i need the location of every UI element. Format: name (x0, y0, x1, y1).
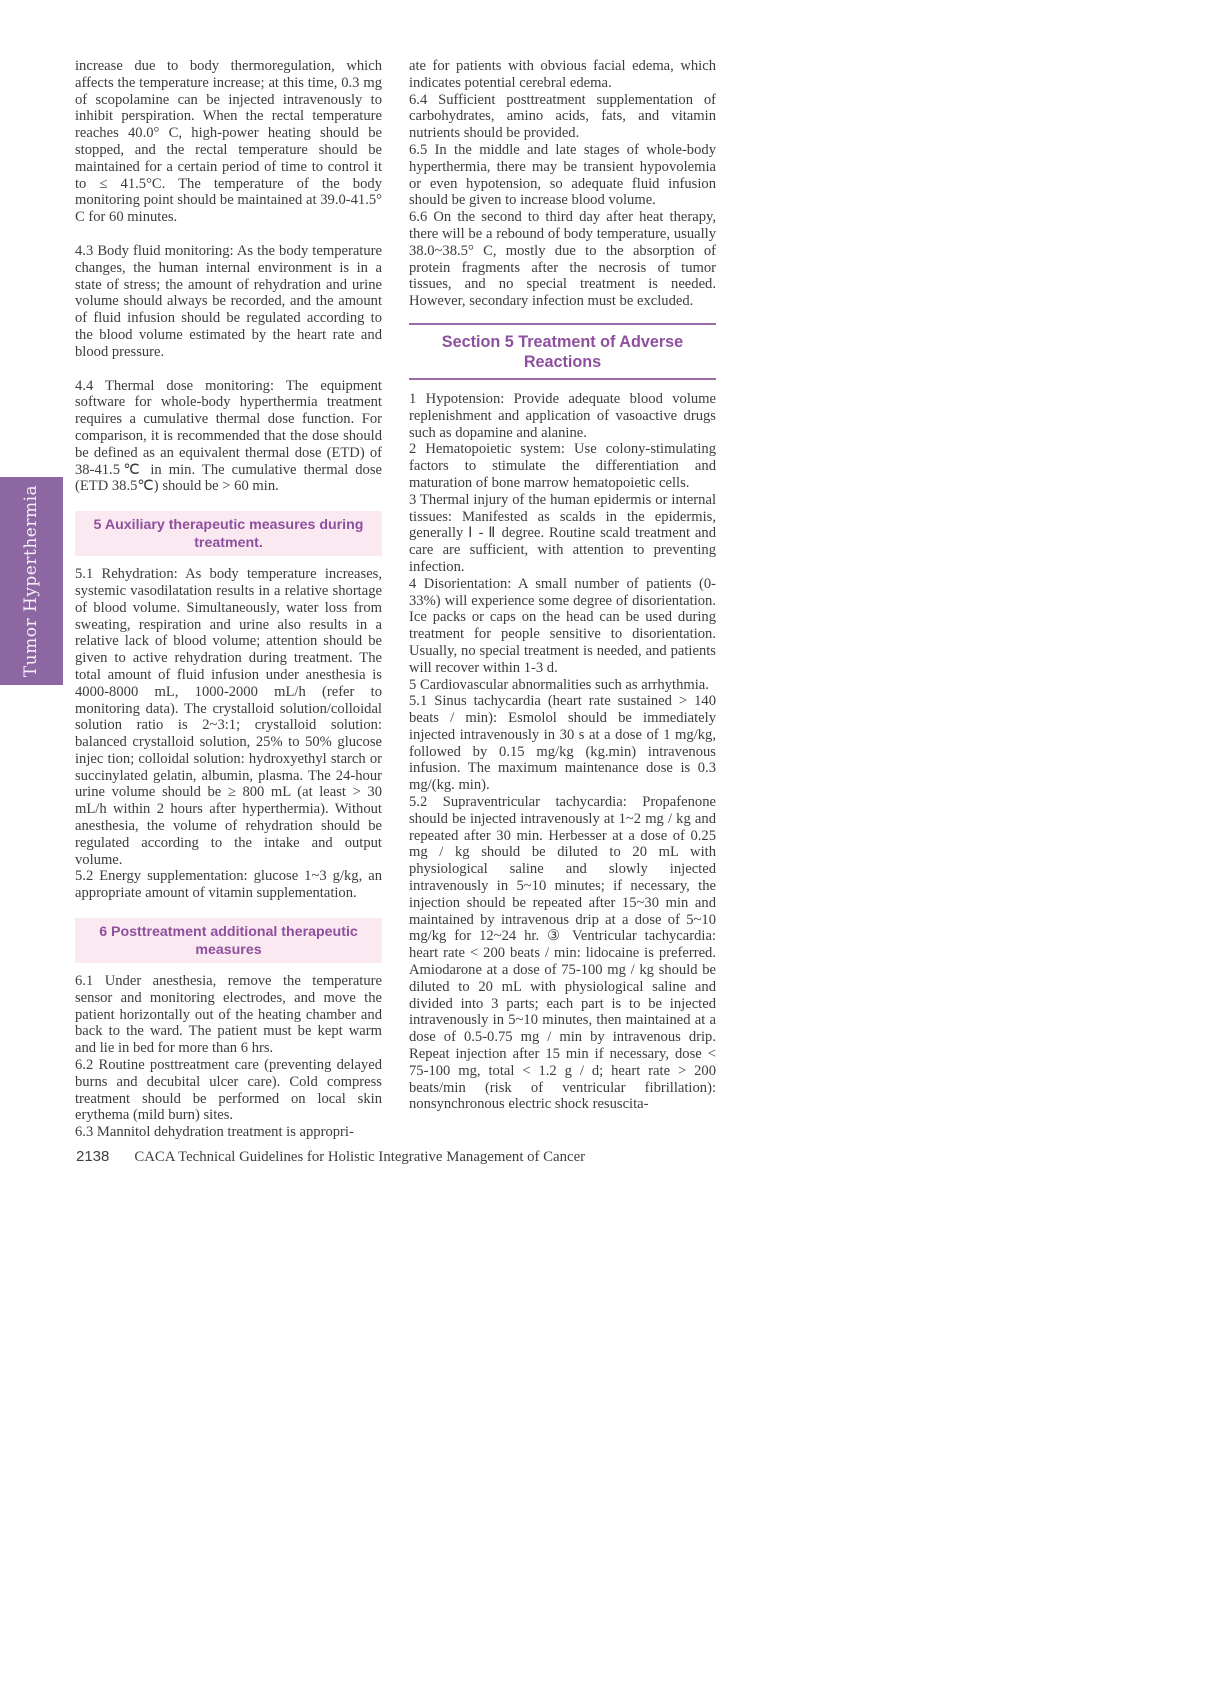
section-5-heading: Section 5 Treatment of Adverse Reactions (409, 323, 716, 380)
right-column (409, 58, 716, 1113)
heading-6-posttreatment-measures: 6 Posttreatment additional therapeutic measures (75, 918, 382, 963)
paragraph-6-2: 6.2 Routine posttreatment care (preventing delayed burns and decubital ulcer care). Cold compress treatment should be performed on local skin erythema (mild burn) sites. (75, 1057, 382, 1124)
paragraph-5-1-sinus-tachycardia: 5.1 Sinus tachycardia (heart rate sustained > 140 beats / min): Esmolol should be immediately injected intravenously in 30 s at a dose of 1 mg/kg, followed by 0.15 mg/kg (kg.min) intravenous infusion. The maximum maintenance dose is 0.3 mg/(kg. min). (409, 693, 716, 794)
paragraph-5-2: 5.2 Energy supplementation: glucose 1~3 g/kg, an appropriate amount of vitamin supplementation. (75, 868, 382, 902)
paragraph-6-5: 6.5 In the middle and late stages of whole-body hyperthermia, there may be transient hypovolemia or even hypotension, so adequate fluid infusion should be given to increase blood volume. (409, 141, 716, 209)
paragraph-2-hematopoietic: 2 Hematopoietic system: Use colony-stimulating factors to stimulate the differentiation and maturation of bone marrow hematopoietic cells. (409, 441, 716, 491)
heading-5-auxiliary-measures: 5 Auxiliary therapeutic measures during treatment. (75, 511, 382, 556)
chapter-tab-label: Tumor Hyperthermia (21, 484, 42, 678)
paragraph-5-1: 5.1 Rehydration: As body temperature increases, systemic vasodilatation results in a relative shortage of blood volume. Simultaneously, water loss from sweating, respiration and urine also results in a relative lack of blood volume; attention should be given to active rehydration during treatment. The total amount of fluid infusion under anesthesia is 4000-8000 mL, 1000-2000 mL/h (refer to monitoring data). The crystalloid solution/colloidal solution ratio is 2~3:1; crystalloid solution: balanced crystalloid solution, 25% to 50% glucose injec tion; colloidal solution: hydroxyethyl starch or succinylated gelatin, albumin, plasma. The 24-hour urine volume should be ≥ 800 mL (at least > 30 mL/h within 2 hours after hyperthermia). Without anesthesia, the volume of rehydration should be regulated according to the intake and output volume. (75, 566, 382, 868)
running-title: CACA Technical Guidelines for Holistic Integrative Management of Cancer (134, 1149, 586, 1165)
paragraph-3-thermal-injury: 3 Thermal injury of the human epidermis or internal tissues: Manifested as scalds in the epidermis, generally Ⅰ - Ⅱ degree. Routine scald treatment and care are sufficient, with attention to preventing infection. (409, 491, 716, 575)
paragraph-1-hypotension: 1 Hypotension: Provide adequate blood volume replenishment and application of vasoactive drugs such as dopamine and alanine. (409, 390, 716, 441)
paragraph-6-4: 6.4 Sufficient posttreatment supplementation of carbohydrates, amino acids, fats, and vitamin nutrients should be provided. (409, 91, 716, 142)
chapter-edge-tab (0, 477, 63, 685)
page-footer (76, 1148, 585, 1166)
paragraph-5-cardiovascular: 5 Cardiovascular abnormalities such as arrhythmia. (409, 676, 709, 693)
paragraph-4-3: 4.3 Body fluid monitoring: As the body temperature changes, the human internal environment is in a state of stress; the amount of rehydration and urine volume should always be recorded, and the amount of fluid infusion should be regulated according to the blood volume estimated by the heart rate and blood pressure. (75, 242, 382, 360)
paragraph-6-1: 6.1 Under anesthesia, remove the temperature sensor and monitoring electrodes, and move the patient horizontally out of the heating chamber and back to the ward. The patient must be kept warm and lie in bed for more than 6 hrs. (75, 973, 382, 1057)
paragraph-5-2-supraventricular-tachycardia: 5.2 Supraventricular tachycardia: Propafenone should be injected intravenously at 1~2 mg / kg and repeated after 30 min. Herbesser at a dose of 0.25 mg / kg should be diluted to 20 mL with physiological saline and slowly injected intravenously in 5~10 minutes; if necessary, the injection should be repeated after 15~30 min and maintained by intravenous drip at a dose of 5~10 mg/kg for 12~24 hr. ③ Ventricular tachycardia: heart rate < 200 beats / min: lidocaine is preferred. Amiodarone at a dose of 75-100 mg / kg should be diluted to 20 mL with physiological saline and divided into 3 parts; each part is to be injected intravenously in 5~10 minutes, then maintained at a dose of 0.5-0.75 mg / min by intravenous drip. Repeat injection after 15 min if necessary, dose < 75-100 mg, total < 1.2 g / d; heart rate > 200 beats/min (risk of ventricular fibrillation): nonsynchronous electric shock resuscita- (409, 794, 716, 1113)
page-number: 2138 (76, 1148, 110, 1165)
paragraph-6-3: 6.3 Mannitol dehydration treatment is appropri- (75, 1124, 354, 1141)
paragraph-4-disorientation: 4 Disorientation: A small number of patients (0-33%) will experience some degree of disorientation. Ice packs or caps on the head can be used during treatment for people sensitive to disorientation. Usually, no special treatment is needed, and patients will recover within 1-3 d. (409, 575, 716, 676)
paragraph-4-4: 4.4 Thermal dose monitoring: The equipment software for whole-body hyperthermia treatment requires a cumulative thermal dose function. For comparison, it is recommended that the dose should be defined as an equivalent thermal dose (ETD) of 38-41.5℃ in min. The cumulative thermal dose (ETD 38.5℃) should be > 60 min. (75, 377, 382, 495)
paragraph-6-6: 6.6 On the second to third day after heat therapy, there will be a rebound of body temperature, usually 38.0~38.5° C, mostly due to the absorption of protein fragments after the necrosis of tumor tissues, and no special treatment is needed. However, secondary infection must be excluded. (409, 209, 716, 310)
left-column (75, 58, 382, 1141)
paragraph-continuation-6-3: ate for patients with obvious facial edema, which indicates potential cerebral edema. (409, 58, 716, 91)
paragraph-continuation-4-2: increase due to body thermoregulation, which affects the temperature increase; at this time, 0.3 mg of scopolamine can be injected intravenously to inhibit perspiration. When the rectal temperature reaches 40.0° C, high-power heating should be stopped, and the rectal temperature should be maintained for a certain period of time to control it to ≤ 41.5°C. The temperature of the body monitoring point should be maintained at 39.0-41.5° C for 60 minutes. (75, 58, 382, 226)
